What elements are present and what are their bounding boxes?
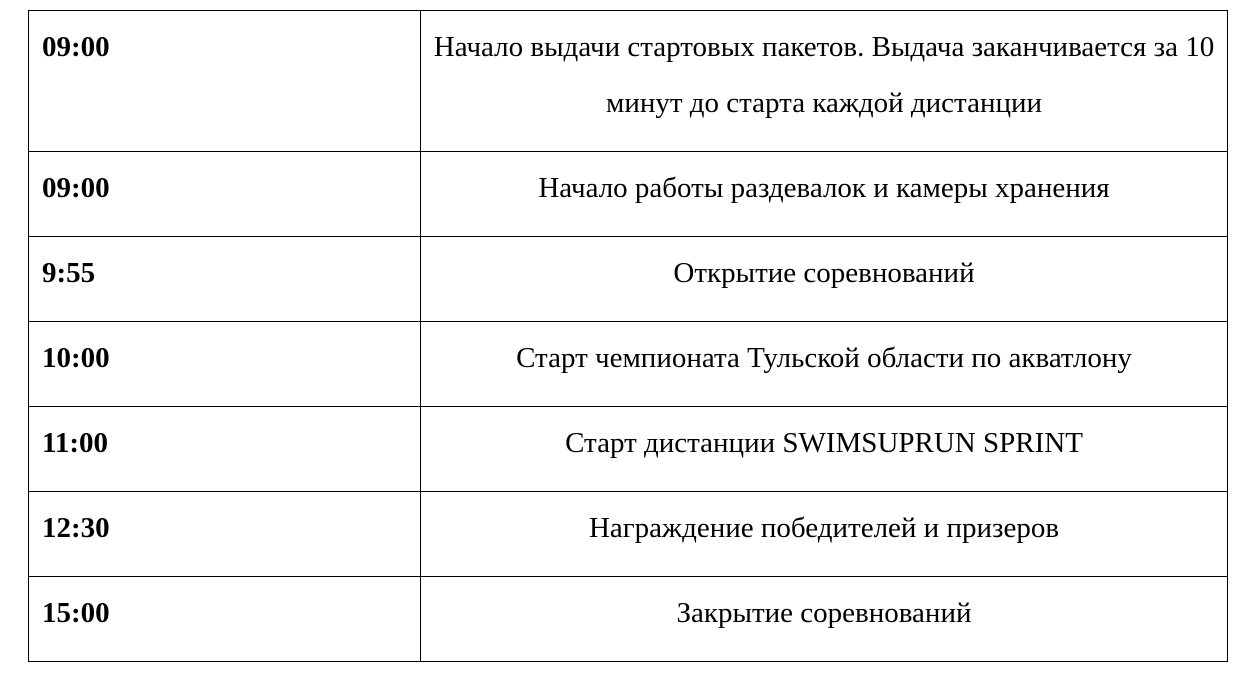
event-cell: Начало работы раздевалок и камеры хранения bbox=[421, 152, 1228, 237]
event-cell: Старт чемпионата Тульской области по акватлону bbox=[421, 322, 1228, 407]
schedule-table bbox=[28, 10, 1228, 662]
table-row bbox=[29, 322, 1228, 407]
event-cell: Старт дистанции SWIMSUPRUN SPRINT bbox=[421, 407, 1228, 492]
time-cell: 15:00 bbox=[29, 577, 421, 662]
time-cell: 09:00 bbox=[29, 11, 421, 152]
time-cell: 11:00 bbox=[29, 407, 421, 492]
time-cell: 10:00 bbox=[29, 322, 421, 407]
event-cell: Награждение победителей и призеров bbox=[421, 492, 1228, 577]
table-row bbox=[29, 492, 1228, 577]
table-row bbox=[29, 152, 1228, 237]
table-row bbox=[29, 407, 1228, 492]
table-row bbox=[29, 237, 1228, 322]
table-row bbox=[29, 577, 1228, 662]
event-cell: Начало выдачи стартовых пакетов. Выдача заканчивается за 10 минут до старта каждой дистанции bbox=[421, 11, 1228, 152]
event-cell: Закрытие соревнований bbox=[421, 577, 1228, 662]
time-cell: 9:55 bbox=[29, 237, 421, 322]
time-cell: 12:30 bbox=[29, 492, 421, 577]
table-row bbox=[29, 11, 1228, 152]
event-cell: Открытие соревнований bbox=[421, 237, 1228, 322]
time-cell: 09:00 bbox=[29, 152, 421, 237]
